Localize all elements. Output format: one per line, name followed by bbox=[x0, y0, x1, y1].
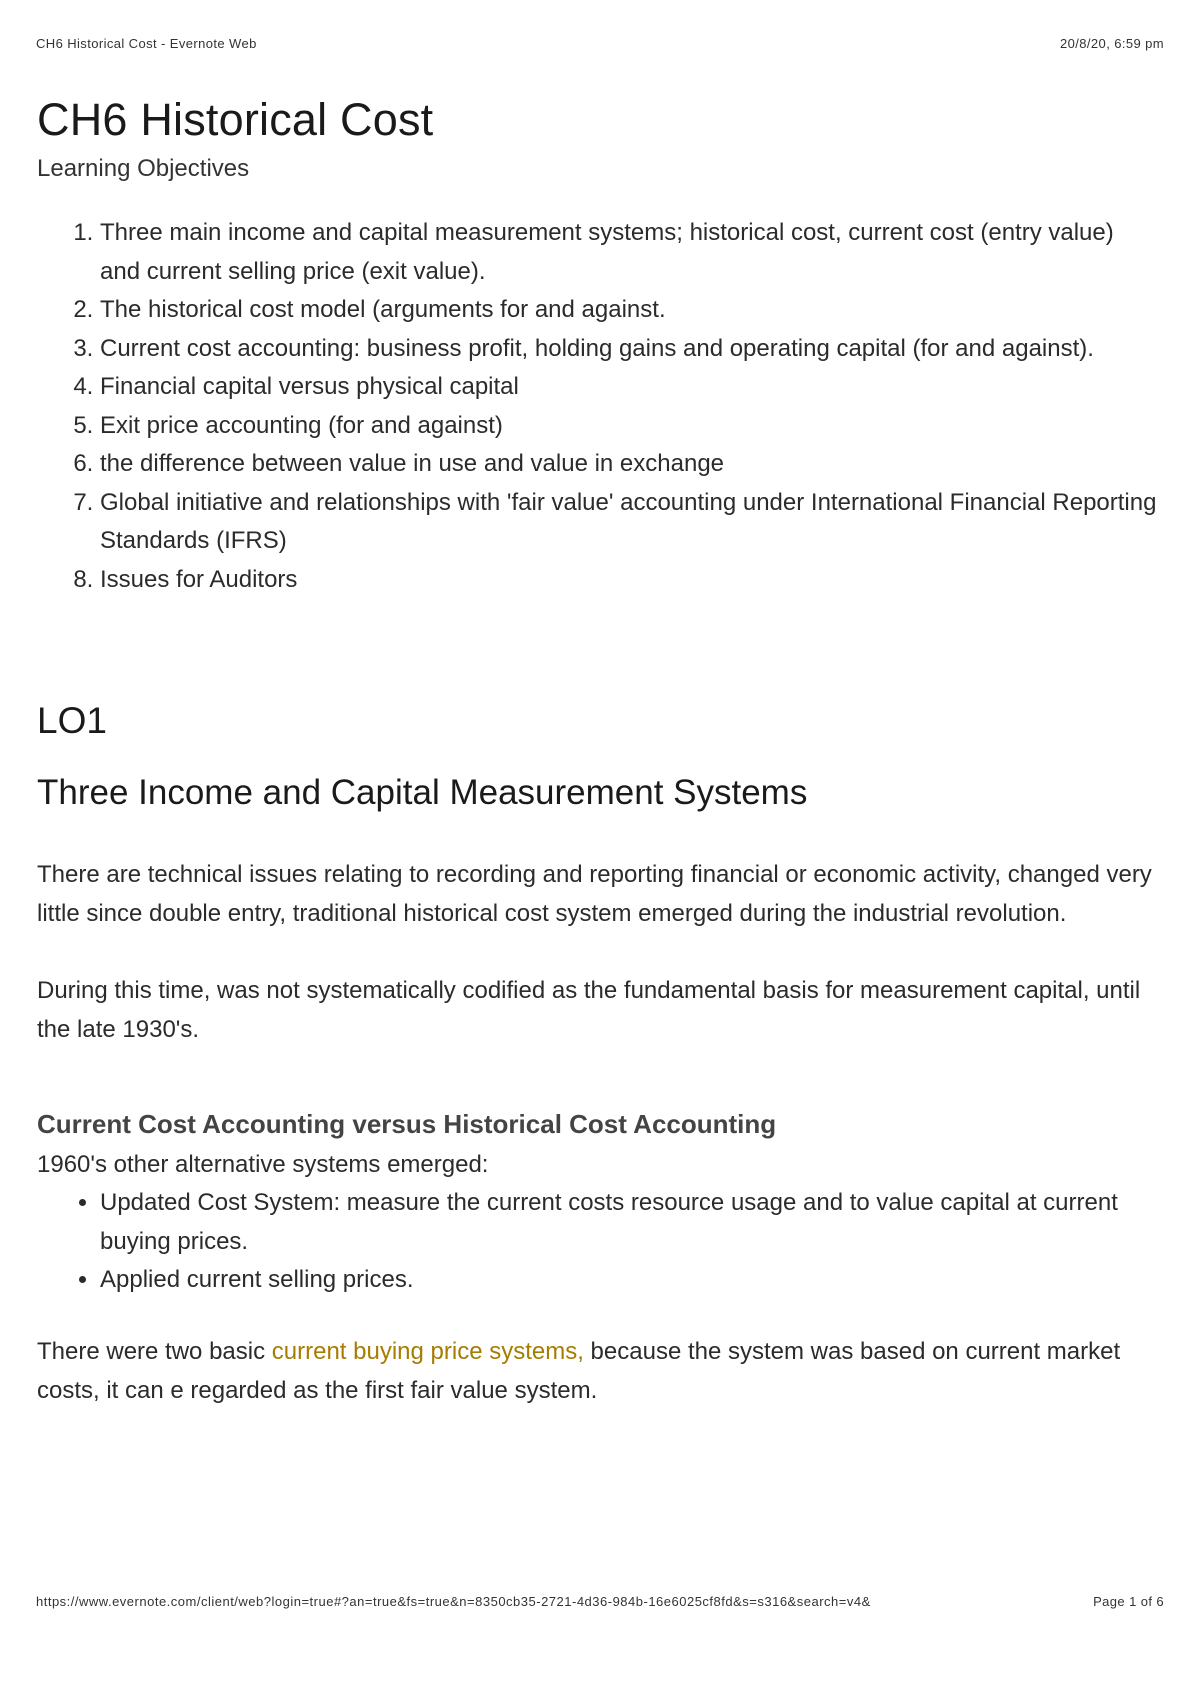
print-footer-page: Page 1 of 6 bbox=[1093, 1594, 1164, 1609]
highlighted-text: current buying price systems, bbox=[271, 1337, 584, 1365]
note-subtitle: Learning Objectives bbox=[37, 155, 250, 182]
objective-item: 3. Current cost accounting: business profit, holding gains and operating capital (for and against). bbox=[100, 330, 1157, 369]
objective-item: 4. Financial capital versus physical capital bbox=[100, 368, 1157, 407]
print-footer-url: https://www.evernote.com/client/web?login=true#?an=true&fs=true&n=8350cb35-2721-4d36-984b-16e6025cf8fd&s=s316&search=v4& bbox=[36, 1594, 871, 1609]
objective-item: 5. Exit price accounting (for and against) bbox=[100, 407, 1157, 446]
paragraph-technical-issues: There are technical issues relating to recording and reporting financial or economic activity, changed very little since double entry, traditional historical cost system emerged during the industrial revolution. bbox=[37, 861, 1152, 927]
print-header bbox=[36, 36, 1164, 54]
note-title: CH6 Historical Cost bbox=[37, 94, 434, 145]
section-heading: Three Income and Capital Measurement Systems bbox=[37, 773, 808, 812]
objective-item: 6. the difference between value in use and value in exchange bbox=[100, 445, 1157, 484]
note-content bbox=[37, 92, 1157, 1410]
paragraph-codified: During this time, was not systematically codified as the fundamental basis for measurement capital, until the late 1930's. bbox=[37, 977, 1141, 1043]
objective-item: 7. Global initiative and relationships with 'fair value' accounting under International Financial Reporting Standards (IFRS) bbox=[100, 484, 1157, 561]
print-footer bbox=[36, 1594, 1164, 1612]
system-item: • Updated Cost System: measure the current costs resource usage and to value capital at current buying prices. bbox=[100, 1184, 1157, 1261]
paragraph-intro: 1960's other alternative systems emerged: bbox=[37, 1151, 489, 1178]
objective-item: 1. Three main income and capital measurement systems; historical cost, current cost (entry value) and current selling price (exit value). bbox=[100, 214, 1157, 291]
paragraph-text-before: There were two basic bbox=[37, 1337, 272, 1365]
print-header-title: CH6 Historical Cost - Evernote Web bbox=[36, 36, 257, 51]
sub-heading: Current Cost Accounting versus Historical Cost Accounting bbox=[37, 1109, 777, 1139]
systems-list bbox=[37, 1184, 1157, 1300]
system-item: • Applied current selling prices. bbox=[100, 1261, 1157, 1300]
paragraph-text-after: because the system was based on current market costs, it can e regarded as the first fair value system. bbox=[37, 1337, 1121, 1404]
objective-item: 8. Issues for Auditors bbox=[100, 561, 1157, 600]
objectives-list bbox=[37, 214, 1157, 599]
paragraph-buying-price bbox=[37, 1332, 1157, 1410]
objective-item: 2. The historical cost model (arguments for and against. bbox=[100, 291, 1157, 330]
lo-heading: LO1 bbox=[37, 700, 107, 741]
print-header-datetime: 20/8/20, 6:59 pm bbox=[1060, 36, 1164, 51]
